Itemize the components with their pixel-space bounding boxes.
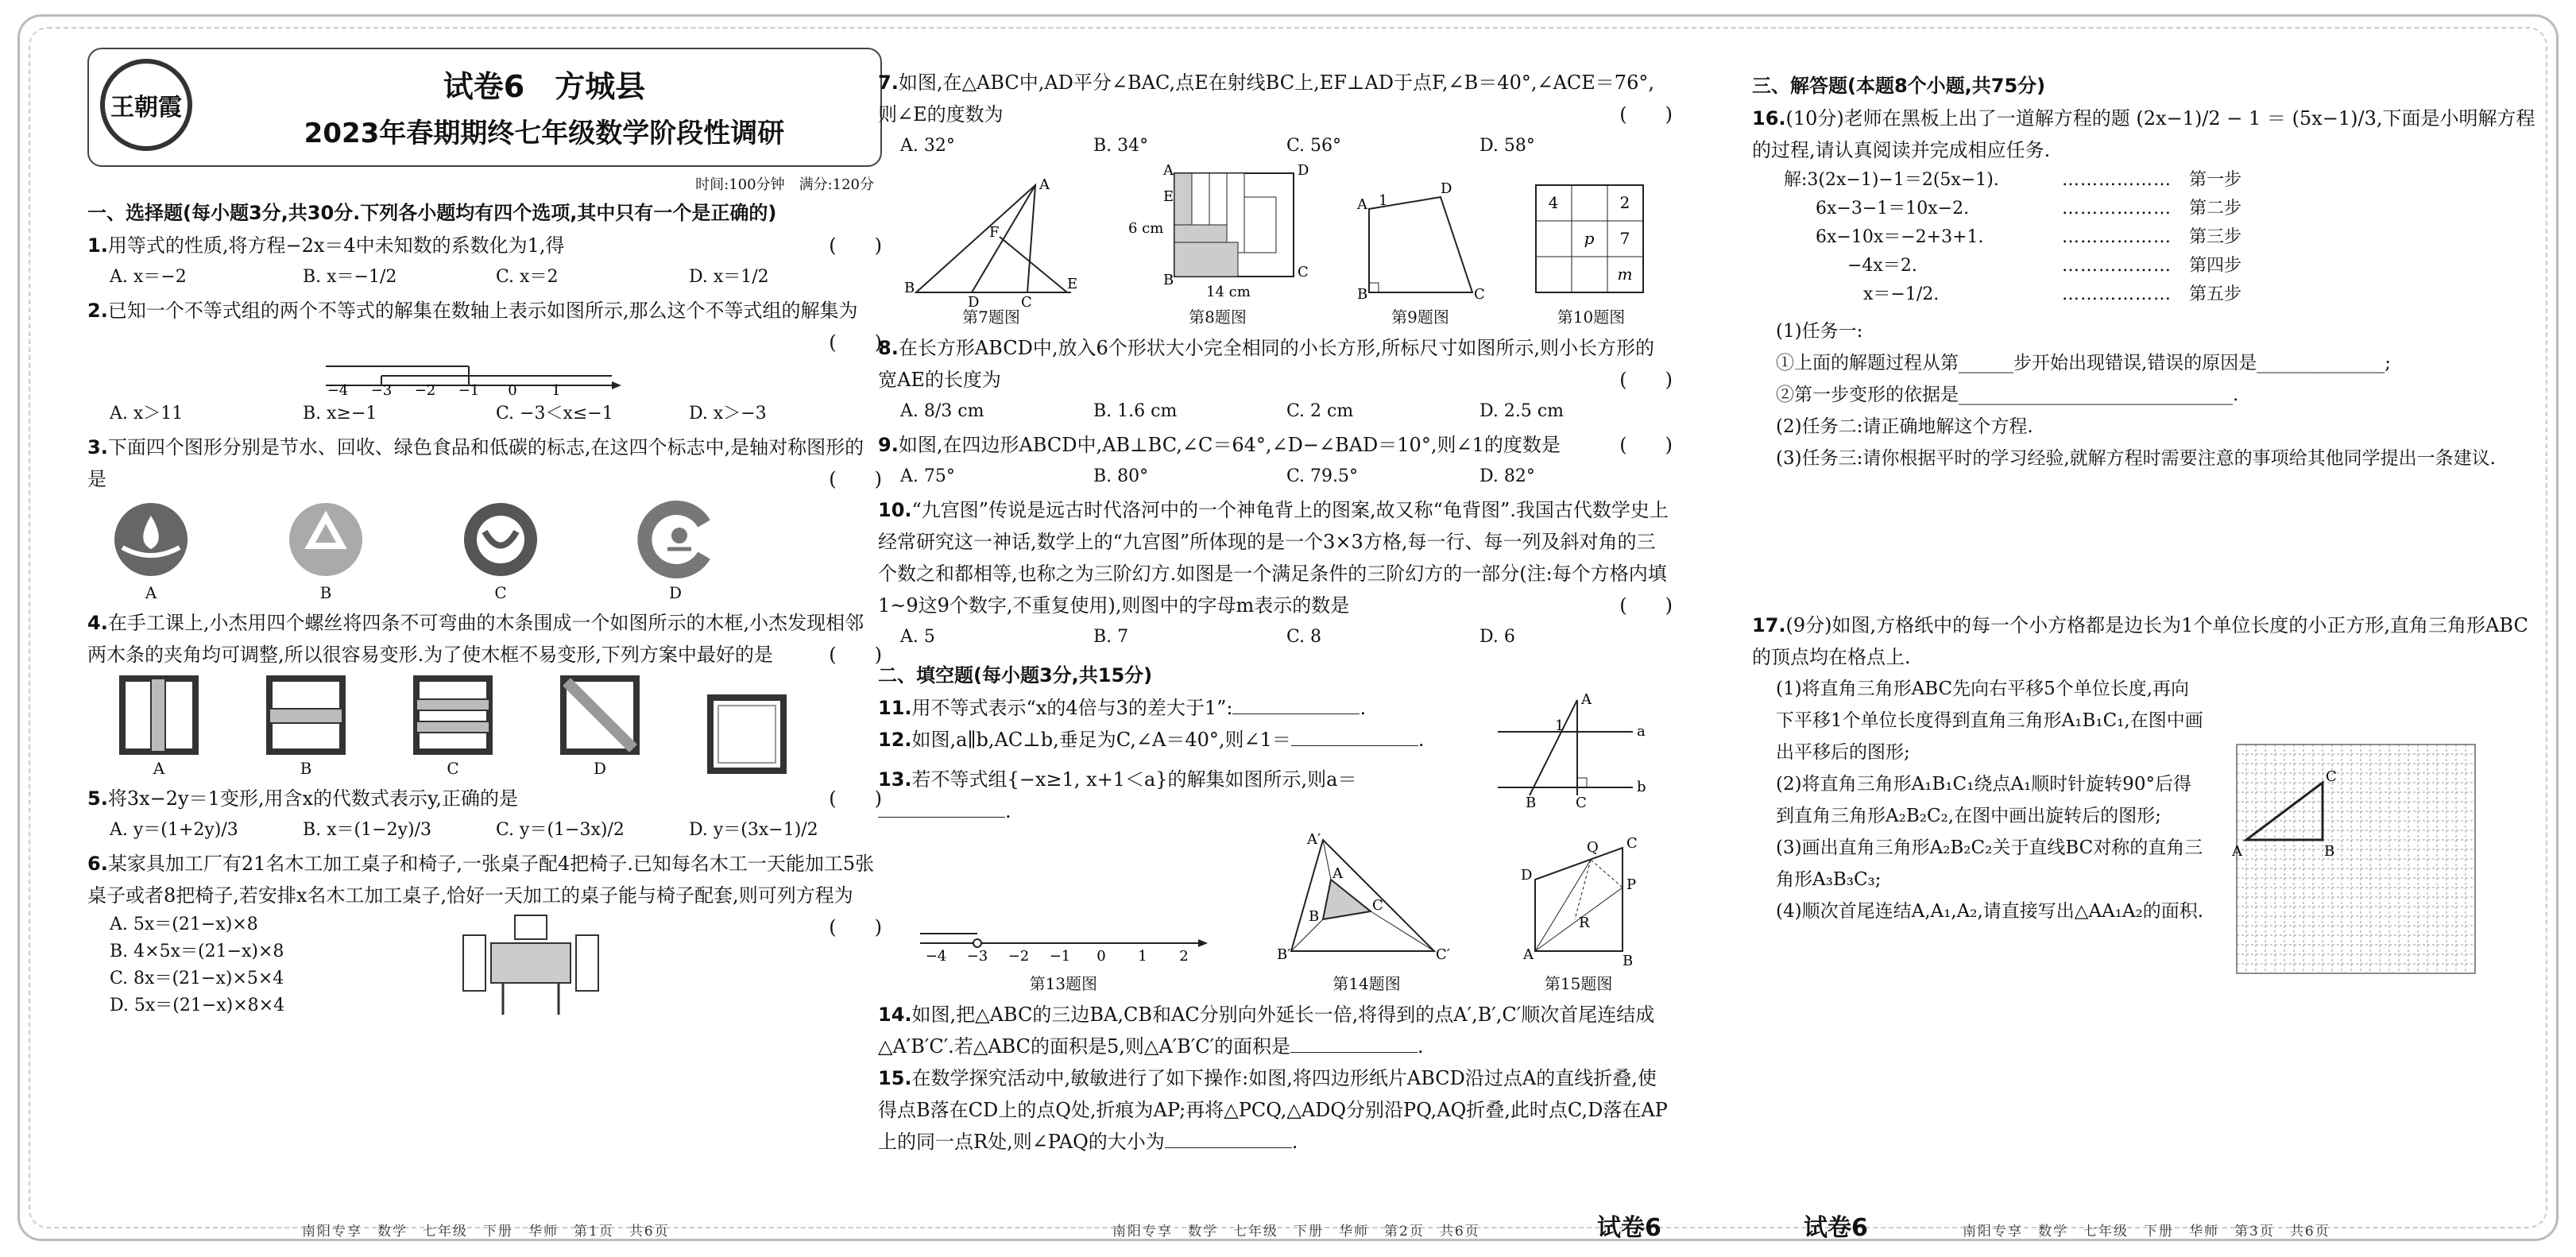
q15-text: 在数学探究活动中,敏敏进行了如下操作:如图,将四边形纸片ABCD沿过点A的直线折叠,使得点B落在CD上的点Q处,折痕为AP;再将△PCQ,△ADQ分别沿PQ,AQ折叠,此时点C,D落在AP上的同一点R处,则∠PAQ的大小为 bbox=[878, 1067, 1668, 1153]
step-label: 第一步 bbox=[2189, 170, 2242, 190]
q4-label: A bbox=[153, 759, 165, 778]
question-1 bbox=[87, 230, 882, 261]
q1-text: 用等式的性质,将方程−2x＝4中未知数的系数化为1,得 bbox=[107, 234, 565, 257]
svg-text:A: A bbox=[1581, 691, 1592, 708]
q6-option-a[interactable]: A. 5x＝(21−x)×8 bbox=[110, 915, 258, 934]
svg-text:A: A bbox=[1356, 196, 1367, 213]
q16-task[interactable]: ②第一步变形的依据是______________________________. bbox=[1776, 385, 2239, 405]
q16-step bbox=[1784, 223, 2547, 252]
question-5 bbox=[87, 783, 882, 814]
q7-option-b[interactable]: B. 34° bbox=[1093, 136, 1149, 156]
time-info: 时间:100分钟 满分:120分 bbox=[695, 176, 874, 193]
grid-cell: 2 bbox=[1619, 193, 1630, 212]
figure-15-caption: 第15题图 bbox=[1544, 974, 1613, 993]
q17-item: (2)将直角三角形A₁B₁C₁绕点A₁顺时针旋转90°后得到直角三角形A₂B₂C₂,在图中画出旋转后的图形; bbox=[1776, 774, 2191, 826]
q2-tick: 0 bbox=[508, 382, 517, 399]
svg-text:B: B bbox=[1308, 908, 1320, 925]
figure-8 bbox=[1127, 162, 1309, 327]
q9-option-b[interactable]: B. 80° bbox=[1093, 466, 1149, 486]
fig13-tick: 0 bbox=[1097, 948, 1107, 965]
frame-icon bbox=[707, 694, 787, 774]
q1-option-d[interactable]: D. x＝1/2 bbox=[689, 267, 769, 287]
q3-text: 下面四个图形分别是节水、回收、绿色食品和低碳的标志,在这四个标志中,是轴对称图形的是 bbox=[87, 436, 864, 490]
q16-step bbox=[1784, 195, 2547, 223]
q17-item: (4)顺次首尾连结A,A₁,A₂,请直接写出△AA₁A₂的面积. bbox=[1776, 901, 2204, 922]
section-1-title: 一、选择题(每小题3分,共30分.下列各小题均有四个选项,其中只有一个是正确的) bbox=[87, 202, 777, 224]
step-label: 第五步 bbox=[2189, 284, 2242, 304]
q2-number: 2. bbox=[87, 300, 108, 322]
question-11: 11.用不等式表示“x的4倍与3的差大于1”: . bbox=[878, 697, 1367, 719]
grid-cell: 4 bbox=[1548, 193, 1558, 212]
q4-text: 在手工课上,小杰用四个螺丝将四条不可弯曲的木条围成一个如图所示的木框,小杰发现相邻两木条的夹角均可调整,所以很容易变形.为了使木框不易变形,下列方案中最好的是 bbox=[87, 612, 864, 666]
q3-label: D bbox=[668, 583, 683, 602]
q3-paren: ( ) bbox=[829, 468, 882, 490]
q9-text: 如图,在四边形ABCD中,AB⊥BC,∠C＝64°,∠D−∠BAD＝10°,则∠1的度数是 bbox=[898, 434, 1561, 456]
q15-answer-blank[interactable] bbox=[1165, 1147, 1292, 1148]
q12-text: 如图,a∥b,AC⊥b,垂足为C,∠A＝40°,则∠1＝ bbox=[911, 729, 1291, 751]
q17-items bbox=[1776, 673, 2205, 983]
q3-logo-c[interactable] bbox=[461, 500, 540, 602]
q13-number: 13. bbox=[878, 768, 912, 791]
q4-paren: ( ) bbox=[829, 644, 882, 666]
q8-paren: ( ) bbox=[1619, 369, 1673, 391]
figure-7-diagram bbox=[900, 173, 1083, 311]
q10-option-d[interactable]: D. 6 bbox=[1479, 627, 1515, 647]
q13-answer-blank[interactable] bbox=[878, 817, 1005, 818]
q3-logos bbox=[111, 500, 882, 602]
svg-text:E: E bbox=[1066, 276, 1077, 292]
q2-paren: ( ) bbox=[829, 331, 882, 354]
figure-8-height: 6 cm bbox=[1127, 220, 1163, 237]
step-label: 第二步 bbox=[2189, 199, 2242, 219]
q1-option-a[interactable]: A. x＝−2 bbox=[110, 267, 187, 287]
figure-8-caption: 第8题图 bbox=[1189, 307, 1247, 327]
step-equation: x＝−1/2. bbox=[1863, 284, 1940, 304]
fig13-tick: 2 bbox=[1179, 948, 1189, 965]
q8-text: 在长方形ABCD中,放入6个形状大小完全相同的小长方形,所标尺寸如图所示,则小长方形的宽AE的长度为 bbox=[878, 337, 1655, 391]
q2-tick: −2 bbox=[414, 382, 436, 399]
q9-option-d[interactable]: D. 82° bbox=[1479, 466, 1535, 486]
q16-text: (10分)老师在黑板上出了一道解方程的题 (2x−1)/2 − 1 ＝ (5x−1)/3,下面是小明解方程的过程,请认真阅读并完成相应任务. bbox=[1752, 107, 2535, 161]
grid-cell: p bbox=[1584, 229, 1594, 248]
frame-icon bbox=[266, 675, 346, 755]
step-equation: 6x−3−1＝10x−2. bbox=[1816, 199, 1970, 219]
q4-number: 4. bbox=[87, 612, 108, 634]
fig13-tick: 1 bbox=[1138, 948, 1148, 965]
question-9 bbox=[878, 429, 1673, 461]
q1-number: 1. bbox=[87, 234, 108, 257]
q5-option-b[interactable]: B. x＝(1−2y)/3 bbox=[303, 820, 431, 840]
frame-icon bbox=[560, 675, 640, 755]
q2-tick: −4 bbox=[327, 382, 349, 399]
footer-page-1: 南阳专享 数学 七年级 下册 华师 第1页 共6页 bbox=[302, 1224, 670, 1240]
q6-options bbox=[110, 911, 459, 1019]
q8-number: 8. bbox=[878, 337, 899, 359]
section-2-title: 二、填空题(每小题3分,共15分) bbox=[878, 664, 1153, 687]
q4-frame-d[interactable] bbox=[560, 675, 640, 778]
fig13-tick: −3 bbox=[967, 948, 988, 965]
step-dots: ……………… bbox=[2062, 227, 2172, 247]
q10-option-c[interactable]: C. 8 bbox=[1286, 627, 1322, 647]
svg-text:B: B bbox=[903, 280, 915, 296]
q3-logo-a[interactable] bbox=[111, 500, 191, 602]
q2-option-a[interactable]: A. x＞11 bbox=[110, 404, 184, 424]
svg-text:E: E bbox=[1162, 188, 1174, 205]
q3-label: A bbox=[145, 583, 157, 602]
q6-option-b[interactable]: B. 4×5x＝(21−x)×8 bbox=[110, 942, 284, 961]
q12-number: 12. bbox=[878, 729, 912, 751]
sheet-label-right: 试卷6 bbox=[1804, 1214, 1868, 1242]
q10-paren: ( ) bbox=[1619, 594, 1673, 617]
q4-label: B bbox=[300, 759, 312, 778]
q11-number: 11. bbox=[878, 697, 912, 719]
q9-option-a[interactable]: A. 75° bbox=[900, 466, 955, 486]
logo-text: 王朝霞 bbox=[110, 94, 182, 122]
q16-task: (2)任务二:请正确地解这个方程. bbox=[1776, 416, 2033, 437]
column-1 bbox=[87, 48, 882, 1176]
q1-paren: ( ) bbox=[829, 234, 882, 257]
step-label: 第四步 bbox=[2189, 256, 2242, 276]
question-10 bbox=[878, 494, 1673, 621]
q3-number: 3. bbox=[87, 436, 108, 458]
fig13-tick: −2 bbox=[1008, 948, 1030, 965]
question-7 bbox=[878, 67, 1673, 130]
q6-text: 某家具加工厂有21名木工加工桌子和椅子,一张桌子配4把椅子.已知每名木工一天能加工5张桌子或者8把椅子,若安排x名木工加工桌子,恰好一天加工的桌子能与椅子配套,则可列方程为 bbox=[87, 853, 875, 907]
svg-text:A: A bbox=[1039, 176, 1050, 193]
svg-text:1: 1 bbox=[1555, 717, 1565, 734]
q14-answer-blank[interactable] bbox=[1290, 1052, 1418, 1053]
column-2 bbox=[878, 67, 1673, 1195]
figure-7-caption: 第7题图 bbox=[962, 307, 1020, 327]
q5-option-d[interactable]: D. y＝(3x−1)/2 bbox=[689, 820, 818, 840]
q10-option-a[interactable]: A. 5 bbox=[900, 627, 935, 647]
q8-option-a[interactable]: A. 8/3 cm bbox=[900, 401, 984, 421]
svg-text:A: A bbox=[1522, 946, 1534, 963]
q17-number: 17. bbox=[1752, 614, 1786, 636]
q7-option-a[interactable]: A. 32° bbox=[900, 136, 955, 156]
svg-text:C: C bbox=[1473, 286, 1485, 303]
q9-number: 9. bbox=[878, 434, 899, 456]
q17-item: (1)将直角三角形ABC先向右平移5个单位长度,再向下平移1个单位长度得到直角三角形A₁B₁C₁,在图中画出平移后的图形; bbox=[1776, 679, 2203, 763]
figure-14-diagram bbox=[1275, 832, 1458, 967]
sheet-label-left: 试卷6 bbox=[1597, 1214, 1661, 1242]
figure-13 bbox=[904, 919, 1222, 994]
svg-text:C′: C′ bbox=[1435, 946, 1450, 963]
q5-option-c[interactable]: C. y＝(1−3x)/2 bbox=[496, 820, 625, 840]
q14-number: 14. bbox=[878, 1004, 912, 1026]
svg-text:A′: A′ bbox=[1306, 831, 1321, 848]
column-3 bbox=[1752, 67, 2547, 1195]
q2-number-line bbox=[87, 358, 882, 399]
question-4 bbox=[87, 607, 882, 671]
figures-13-15 bbox=[878, 832, 1673, 994]
footer-page-2: 南阳专享 数学 七年级 下册 华师 第2页 共6页 bbox=[1112, 1224, 1480, 1240]
figure-9-diagram bbox=[1353, 173, 1488, 303]
q5-paren: ( ) bbox=[829, 787, 882, 810]
question-3 bbox=[87, 431, 882, 495]
step-equation: −4x＝2. bbox=[1847, 256, 1917, 276]
figure-13-caption: 第13题图 bbox=[1029, 974, 1098, 993]
svg-text:C: C bbox=[1297, 264, 1309, 280]
question-17 bbox=[1752, 609, 2547, 673]
q3-label: B bbox=[319, 583, 332, 602]
q4-frame-a[interactable] bbox=[119, 675, 199, 778]
svg-text:1: 1 bbox=[1378, 192, 1387, 209]
q4-label: C bbox=[447, 759, 459, 778]
question-12: 12.如图,a∥b,AC⊥b,垂足为C,∠A＝40°,则∠1＝ . bbox=[878, 729, 1425, 751]
step-equation: 解:3(2x−1)−1＝2(5x−1). bbox=[1784, 170, 1999, 190]
frame-icon bbox=[413, 675, 493, 755]
q2-option-b[interactable]: B. x≥−1 bbox=[303, 404, 377, 424]
step-dots: ……………… bbox=[2062, 284, 2172, 304]
q3-logo-b[interactable] bbox=[286, 500, 366, 602]
question-13: 13.若不等式组{−x≥1, x+1＜a}的解集如图所示,则a＝. bbox=[878, 768, 1357, 822]
svg-text:C: C bbox=[1020, 294, 1032, 311]
q16-solution-steps bbox=[1784, 166, 2547, 309]
low-carbon-icon bbox=[636, 500, 715, 579]
figure-8-width: 14 cm bbox=[1205, 284, 1251, 300]
exam-header bbox=[87, 48, 882, 167]
q16-number: 16. bbox=[1752, 107, 1786, 130]
q2-tick: 1 bbox=[551, 382, 561, 399]
q5-number: 5. bbox=[87, 787, 108, 810]
q10-number: 10. bbox=[878, 499, 912, 521]
q1-option-b[interactable]: B. x＝−1/2 bbox=[303, 267, 397, 287]
grid-cell: 7 bbox=[1619, 229, 1630, 248]
figure-14 bbox=[1275, 832, 1458, 994]
svg-text:B: B bbox=[1356, 286, 1367, 303]
q7-paren: ( ) bbox=[1619, 103, 1673, 126]
q2-text: 已知一个不等式组的两个不等式的解集在数轴上表示如图所示,那么这个不等式组的解集为 bbox=[107, 300, 858, 322]
svg-text:D: D bbox=[1440, 180, 1452, 197]
q16-step bbox=[1784, 252, 2547, 280]
q9-options bbox=[900, 462, 1673, 491]
svg-text:B: B bbox=[2324, 843, 2335, 860]
fill-questions bbox=[878, 692, 1482, 827]
step-dots: ……………… bbox=[2062, 199, 2172, 219]
q2-tick: −3 bbox=[370, 382, 393, 399]
q16-task: (3)任务三:请你根据平时的学习经验,就解方程时需要注意的事项给其他同学提出一条建议. bbox=[1776, 448, 2496, 469]
table-chairs-icon bbox=[459, 911, 602, 1019]
water-saving-icon bbox=[111, 500, 191, 579]
svg-text:C: C bbox=[1371, 897, 1383, 914]
green-food-icon bbox=[461, 500, 540, 579]
q4-frame-b[interactable] bbox=[266, 675, 346, 778]
svg-text:B: B bbox=[1162, 272, 1174, 288]
fig13-tick: −1 bbox=[1050, 948, 1071, 965]
question-14: 14.如图,把△ABC的三边BA,CB和AC分别向外延长一倍,将得到的点A′,B′,C′顺次首尾连结成△A′B′C′.若△ABC的面积是5,则△A′B′C′的面积是 . bbox=[878, 1004, 1655, 1058]
q6-option-d[interactable]: D. 5x＝(21−x)×8×4 bbox=[110, 996, 285, 1015]
q3-logo-d[interactable] bbox=[636, 500, 715, 602]
q10-text: “九宫图”传说是远古时代洛河中的一个神龟背上的图案,故又称“龟背图”.我国古代数学史上经常研究这一神话,数学上的“九宫图”所体现的是一个3×3方格,每一行、每一列及斜对角的三个数之和都相等,也称之为三阶幻方.如图是一个满足条件的三阶幻方的一部分(注:每个方格内填1~9这9个数字,不重复使用),则图中的字母m表示的数是 bbox=[878, 499, 1669, 617]
q8-options bbox=[900, 397, 1673, 426]
section-3-title: 三、解答题(本题8个小题,共75分) bbox=[1752, 75, 2046, 97]
q16-task[interactable]: ①上面的解题过程从第______步开始出现错误,错误的原因是______________; bbox=[1776, 353, 2392, 373]
svg-text:C: C bbox=[1626, 835, 1638, 852]
q9-option-c[interactable]: C. 79.5° bbox=[1286, 466, 1359, 486]
svg-text:B: B bbox=[1622, 953, 1633, 969]
q5-options bbox=[110, 816, 882, 845]
q2-option-c[interactable]: C. −3＜x≤−1 bbox=[496, 404, 613, 424]
figure-13-number-line bbox=[904, 919, 1222, 967]
q2-tick: −1 bbox=[458, 382, 480, 399]
q6-body bbox=[87, 911, 829, 1019]
q9-paren: ( ) bbox=[1619, 434, 1673, 456]
svg-text:A: A bbox=[1162, 162, 1174, 179]
svg-text:b: b bbox=[1637, 779, 1646, 795]
figure-8-diagram bbox=[1127, 162, 1309, 300]
q17-grid[interactable] bbox=[2229, 737, 2499, 983]
q4-frames bbox=[119, 675, 882, 778]
frame-icon bbox=[119, 675, 199, 755]
q1-options bbox=[110, 263, 882, 292]
figure-10-grid bbox=[1532, 181, 1651, 300]
q6-paren: ( ) bbox=[829, 916, 882, 938]
step-label: 第三步 bbox=[2189, 227, 2242, 247]
svg-text:D: D bbox=[967, 294, 979, 311]
svg-text:D: D bbox=[1297, 162, 1309, 179]
logo bbox=[100, 59, 192, 151]
figure-9 bbox=[1353, 173, 1488, 327]
svg-text:C: C bbox=[2326, 768, 2337, 785]
footer-page-3: 南阳专享 数学 七年级 下册 华师 第3页 共6页 bbox=[1963, 1224, 2330, 1240]
figures-7-10 bbox=[878, 162, 1673, 327]
fig13-tick: −4 bbox=[926, 948, 947, 965]
q1-option-c[interactable]: C. x＝2 bbox=[496, 267, 559, 287]
q11-text: 用不等式表示“x的4倍与3的差大于1”: bbox=[911, 697, 1233, 719]
q3-label: C bbox=[494, 583, 507, 602]
figure-14-caption: 第14题图 bbox=[1332, 974, 1401, 993]
figure-10-caption: 第10题图 bbox=[1557, 307, 1626, 327]
figure-9-caption: 第9题图 bbox=[1391, 307, 1449, 327]
figure-12-diagram bbox=[1482, 692, 1657, 811]
svg-text:D: D bbox=[1520, 867, 1533, 884]
q13-text: 若不等式组{−x≥1, x+1＜a}的解集如图所示,则a＝ bbox=[911, 768, 1357, 791]
recycle-icon bbox=[286, 500, 366, 579]
step-equation: 6x−10x＝−2+3+1. bbox=[1816, 227, 1984, 247]
q7-text: 如图,在△ABC中,AD平分∠BAC,点E在射线BC上,EF⊥AD于点F,∠B＝40°,∠ACE＝76°,则∠E的度数为 bbox=[878, 72, 1654, 126]
svg-text:Q: Q bbox=[1586, 839, 1599, 856]
q4-label: D bbox=[593, 759, 607, 778]
question-16 bbox=[1752, 102, 2547, 166]
fill-block-1 bbox=[878, 692, 1673, 827]
step-dots: ……………… bbox=[2062, 256, 2172, 276]
q17-body bbox=[1752, 673, 2547, 983]
q7-options bbox=[900, 132, 1673, 161]
figure-15-diagram bbox=[1511, 832, 1646, 967]
figure-10 bbox=[1532, 181, 1651, 327]
question-8 bbox=[878, 332, 1673, 396]
q14-text: 如图,把△ABC的三边BA,CB和AC分别向外延长一倍,将得到的点A′,B′,C′顺次首尾连结成△A′B′C′.若△ABC的面积是5,则△A′B′C′的面积是 bbox=[878, 1004, 1655, 1058]
q4-frame-c[interactable] bbox=[413, 675, 493, 778]
q2-options bbox=[110, 400, 882, 428]
svg-text:C: C bbox=[1576, 795, 1587, 811]
q7-option-d[interactable]: D. 58° bbox=[1479, 136, 1535, 156]
step-dots: ……………… bbox=[2062, 170, 2172, 190]
svg-text:A: A bbox=[1332, 865, 1343, 882]
q17-text: (9分)如图,方格纸中的每一个小方格都是边长为1个单位长度的小正方形,直角三角形ABC的顶点均在格点上. bbox=[1752, 614, 2528, 668]
q16-task: (1)任务一: bbox=[1776, 321, 1863, 342]
q4-frame-e bbox=[707, 694, 787, 778]
q16-step bbox=[1784, 280, 2547, 309]
svg-text:R: R bbox=[1578, 915, 1590, 931]
q15-number: 15. bbox=[878, 1067, 912, 1089]
q10-options bbox=[900, 623, 1673, 652]
q7-option-c[interactable]: C. 56° bbox=[1286, 136, 1342, 156]
grid-cell: m bbox=[1617, 265, 1632, 284]
q5-text: 将3x−2y＝1变形,用含x的代数式表示y,正确的是 bbox=[107, 787, 519, 810]
q16-tasks bbox=[1776, 315, 2547, 474]
q2-option-d[interactable]: D. x＞−3 bbox=[689, 404, 767, 424]
q8-option-c[interactable]: C. 2 cm bbox=[1286, 401, 1354, 421]
q7-number: 7. bbox=[878, 72, 899, 94]
svg-text:F: F bbox=[988, 224, 999, 241]
q17-item: (3)画出直角三角形A₂B₂C₂关于直线BC对称的直角三角形A₃B₃C₃; bbox=[1776, 837, 2203, 890]
exam-title: 试卷6 方城县 bbox=[443, 69, 646, 104]
figure-7 bbox=[900, 173, 1083, 327]
svg-text:a: a bbox=[1637, 723, 1646, 740]
svg-text:A: A bbox=[2232, 843, 2242, 860]
q5-option-a[interactable]: A. y＝(1+2y)/3 bbox=[110, 820, 238, 840]
exam-subtitle: 2023年春期期终七年级数学阶段性调研 bbox=[304, 118, 785, 149]
question-15: 15.在数学探究活动中,敏敏进行了如下操作:如图,将四边形纸片ABCD沿过点A的直线折叠,使得点B落在CD上的点Q处,折痕为AP;再将△PCQ,△ADQ分别沿PQ,AQ折叠,此时点C,D落在AP上的同一点R处,则∠PAQ的大小为 . bbox=[878, 1067, 1668, 1153]
q6-number: 6. bbox=[87, 853, 108, 875]
q8-option-d[interactable]: D. 2.5 cm bbox=[1479, 401, 1565, 421]
answer-space[interactable] bbox=[1752, 474, 2547, 609]
q10-option-b[interactable]: B. 7 bbox=[1093, 627, 1129, 647]
q6-option-c[interactable]: C. 8x＝(21−x)×5×4 bbox=[110, 969, 284, 988]
q16-step bbox=[1784, 166, 2547, 195]
q12-answer-blank[interactable] bbox=[1291, 745, 1418, 746]
svg-text:P: P bbox=[1626, 876, 1636, 893]
figure-15 bbox=[1511, 832, 1646, 994]
svg-text:B: B bbox=[1526, 795, 1537, 811]
question-2 bbox=[87, 295, 882, 354]
q8-option-b[interactable]: B. 1.6 cm bbox=[1093, 401, 1178, 421]
svg-text:B′: B′ bbox=[1276, 946, 1291, 963]
